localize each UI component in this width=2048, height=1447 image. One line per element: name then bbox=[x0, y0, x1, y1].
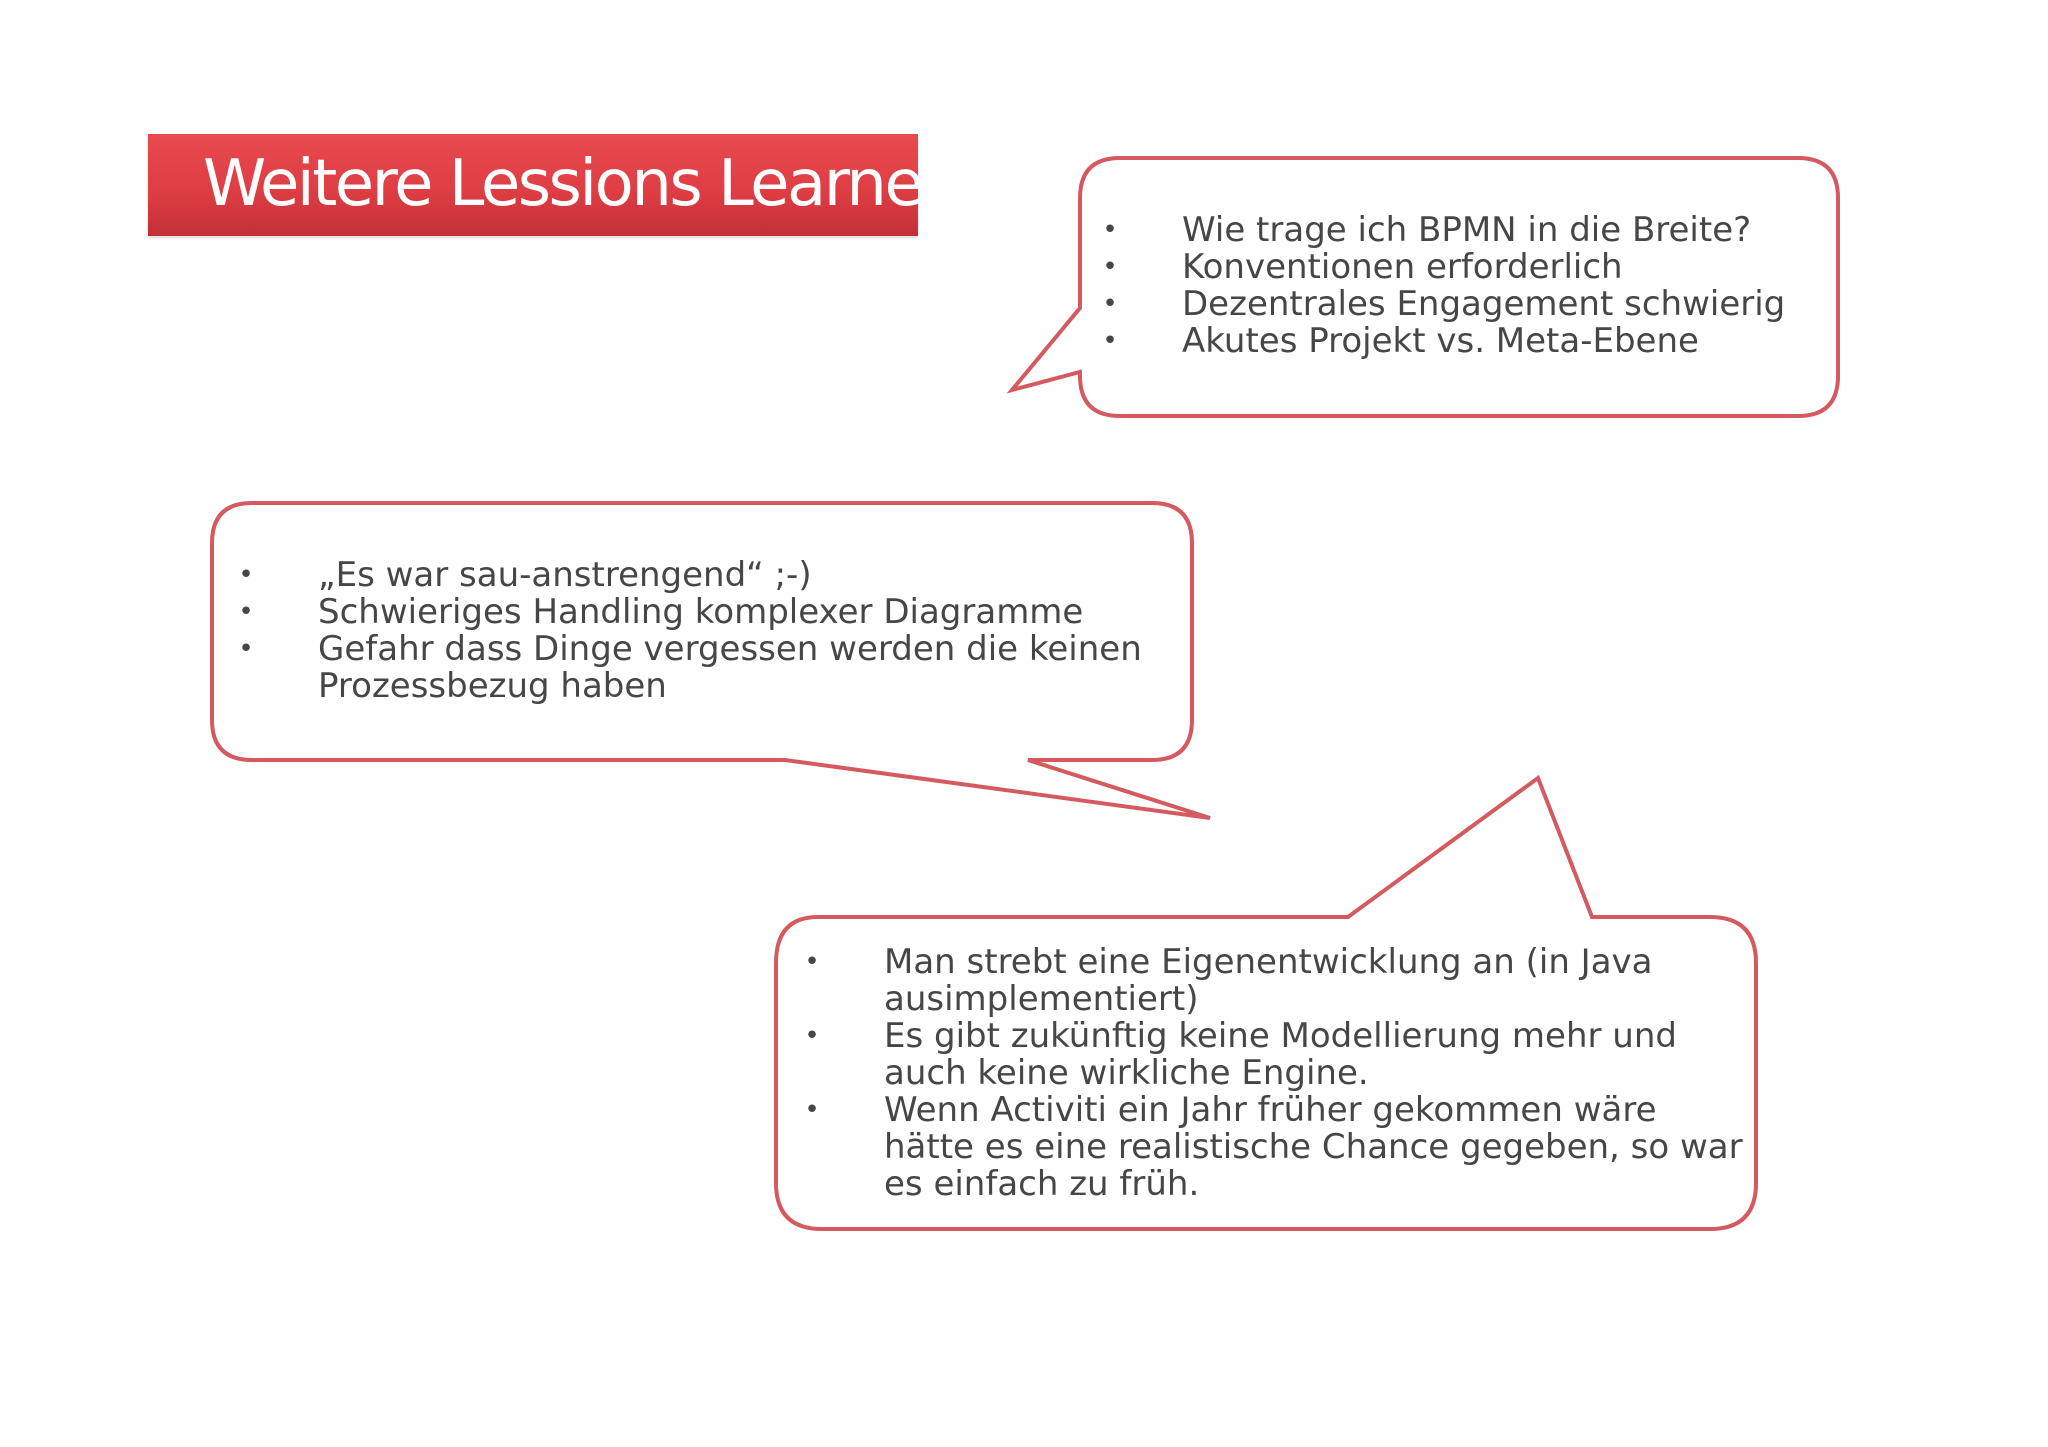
list-item: • Akutes Projekt vs. Meta-Ebene bbox=[1100, 323, 1820, 360]
list-item: • Wenn Activiti ein Jahr früher gekommen wäre hätte es eine realistische Chance gegeben, so war es einfach zu früh. bbox=[802, 1092, 1752, 1203]
bubble-1-text bbox=[1100, 212, 1820, 360]
bullet-icon: • bbox=[804, 947, 820, 977]
bubble-3-list bbox=[802, 944, 1752, 1203]
list-item: • „Es war sau-anstrengend“ ;-) bbox=[236, 557, 1156, 594]
bullet-icon: • bbox=[238, 597, 254, 627]
list-item: • Dezentrales Engagement schwierig bbox=[1100, 286, 1820, 323]
list-item: • Man strebt eine Eigenentwicklung an (in Java ausimplementiert) bbox=[802, 944, 1752, 1018]
slide-title: Weitere Lessions Learned bbox=[203, 147, 960, 221]
bubble-3-text bbox=[802, 944, 1752, 1203]
bubble-2-list bbox=[236, 557, 1156, 705]
bullet-icon: • bbox=[238, 634, 254, 664]
bullet-icon: • bbox=[804, 1021, 820, 1051]
list-item: • Schwieriges Handling komplexer Diagramme bbox=[236, 594, 1156, 631]
list-item: • Konventionen erforderlich bbox=[1100, 249, 1820, 286]
bullet-icon: • bbox=[1102, 252, 1118, 282]
bullet-icon: • bbox=[1102, 215, 1118, 245]
bubble-2-text bbox=[236, 557, 1156, 705]
bullet-icon: • bbox=[1102, 326, 1118, 356]
bubble-1-list bbox=[1100, 212, 1820, 360]
list-item: • Gefahr dass Dinge vergessen werden die keinen Prozessbezug haben bbox=[236, 631, 1156, 705]
list-item: • Es gibt zukünftig keine Modellierung mehr und auch keine wirkliche Engine. bbox=[802, 1018, 1752, 1092]
bullet-icon: • bbox=[804, 1095, 820, 1125]
list-item: • Wie trage ich BPMN in die Breite? bbox=[1100, 212, 1820, 249]
bullet-icon: • bbox=[1102, 289, 1118, 319]
bullet-icon: • bbox=[238, 560, 254, 590]
